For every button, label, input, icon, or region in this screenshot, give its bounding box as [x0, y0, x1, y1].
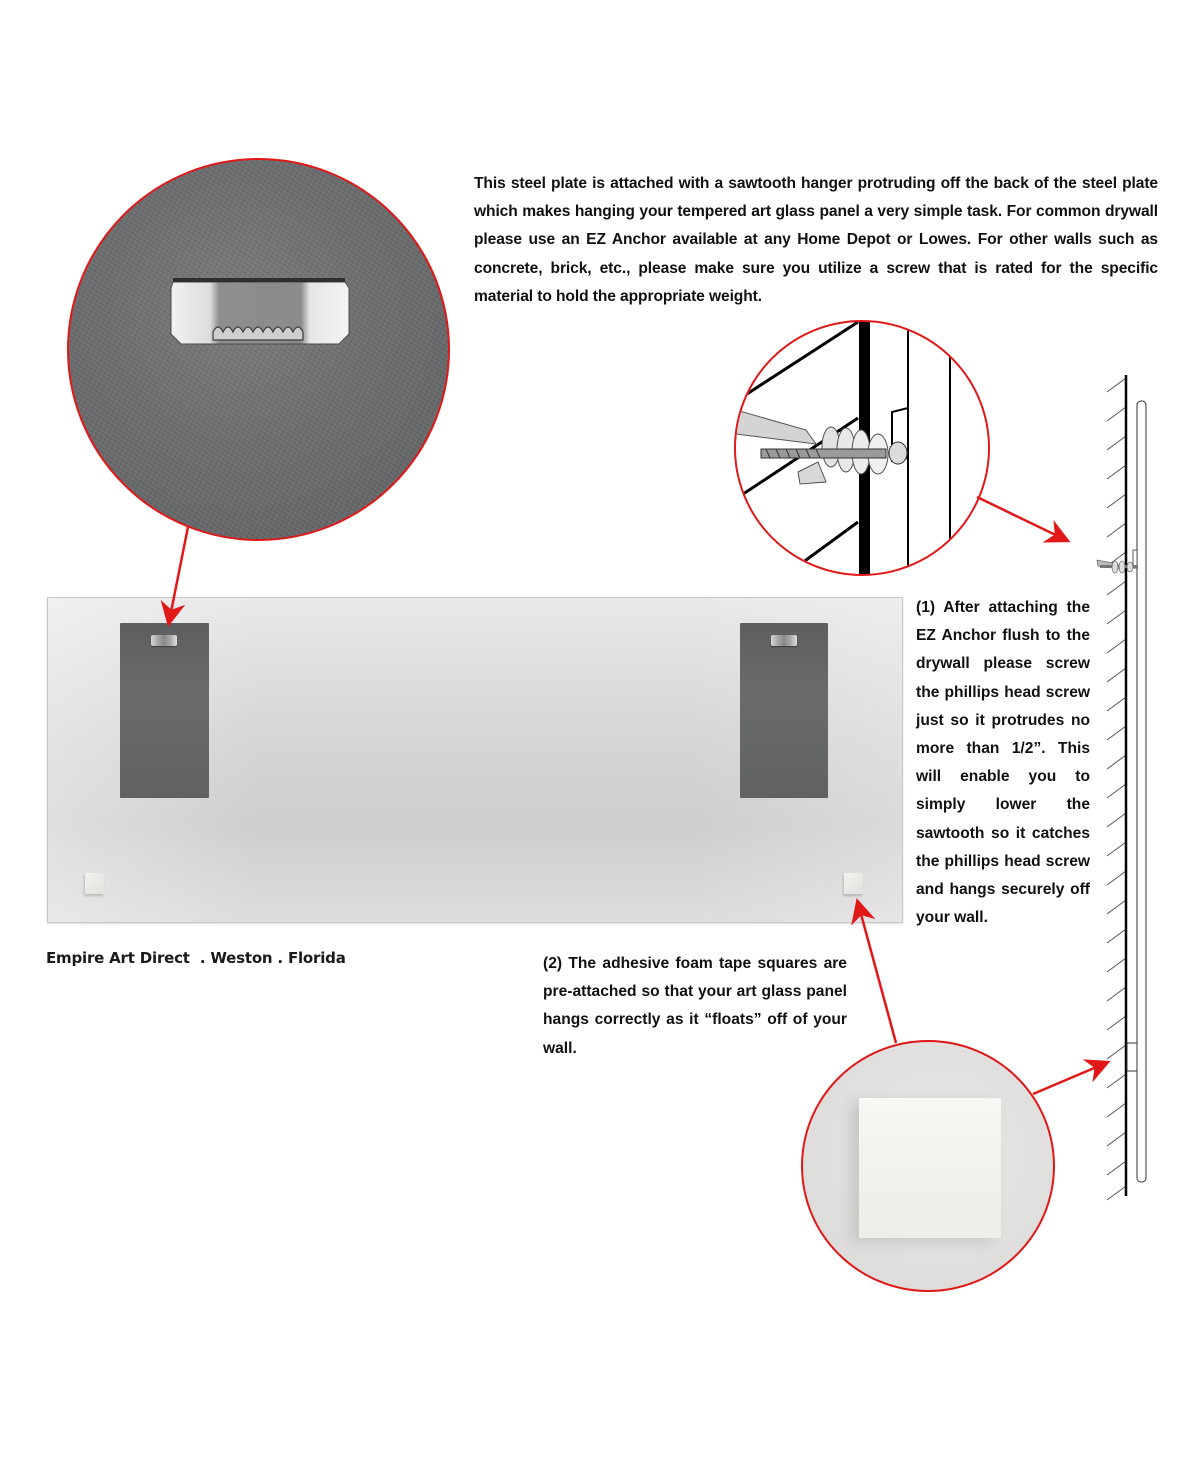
callout-arrow-steel-plate [169, 527, 188, 622]
brand-footer: Empire Art Direct . Weston . Florida [46, 949, 346, 967]
glass-panel-profile [1137, 401, 1146, 1182]
step1-instructions: (1) After attaching the EZ Anchor flush to the drywall please screw the phillips head screw just so it protrudes no more than 1/2”. This will enable you to simply lower the sawtooth so it catches the phillips head screw and hangs securely off your wall. [916, 599, 1090, 927]
side-anchor-icon [1097, 560, 1138, 573]
foam-pad-profile [1127, 1043, 1137, 1071]
intro-paragraph: This steel plate is attached with a sawtooth hanger protruding off the back of the steel plate which makes hanging your tempered art glass panel a very simple task. For common drywall please use an EZ Anchor available at any Home Depot or Lowes. For other walls such as concrete, brick, etc., please make sure you utilize a screw that is rated for the specific material to hold the appropriate weight. [474, 175, 1158, 305]
wall-hatch [1107, 378, 1126, 1200]
callout-arrow-anchor [977, 497, 1066, 540]
step2-instructions: (2) The adhesive foam tape squares are pre-attached so that your art glass panel hangs correctly as it “floats” off of your wall. [543, 955, 847, 1057]
callout-arrow-foam-wall [1033, 1063, 1106, 1094]
callout-arrow-foam-panel [858, 903, 896, 1043]
